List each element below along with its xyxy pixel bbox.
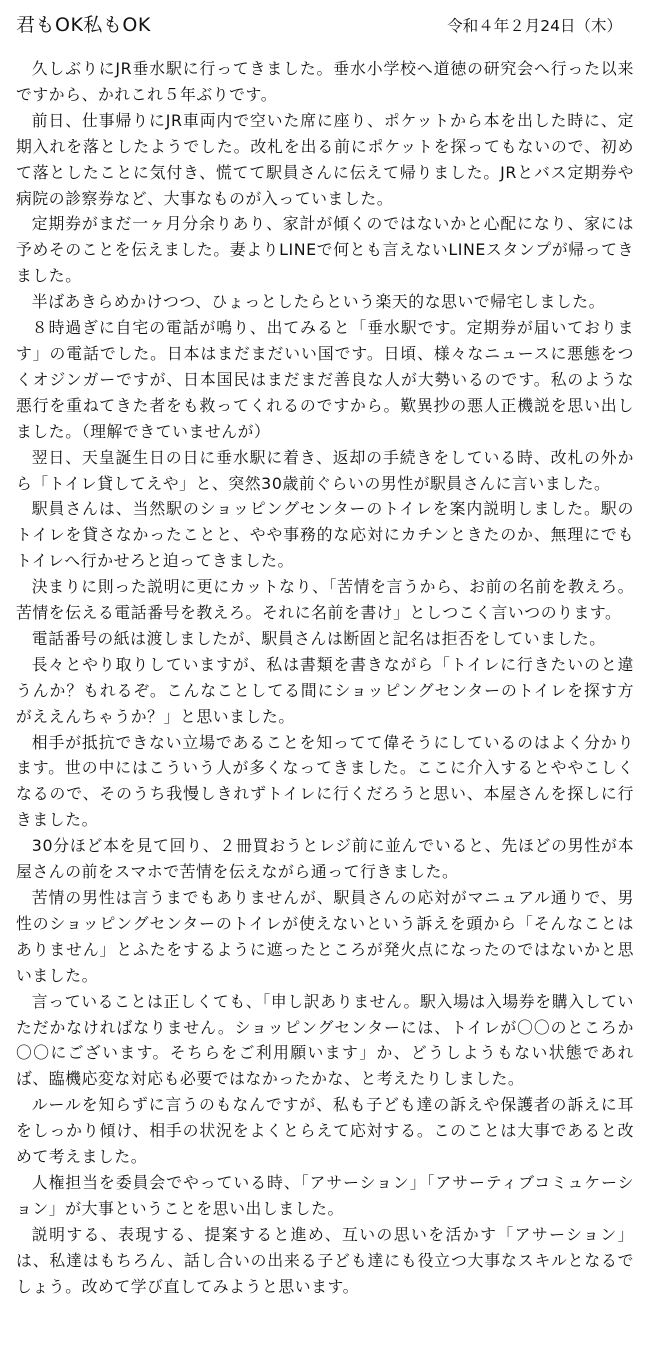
paragraph: 電話番号の紙は渡しましたが、駅員さんは断固と記名は拒否をしていました。 [31,628,606,648]
article-body [16,56,634,1300]
header [16,10,634,38]
paragraph: 半ばあきらめかけつつ、ひょっとしたらという楽天的な思いで帰宅しました。 [31,292,606,312]
paragraph: 前日、仕事帰りにJR車両内で空いた席に座り、ポケットから本を出した時に、定期入れを落としたようでした。改札を出る前にポケットを探ってもないので、初めて落としたことに気付き、慌てて駅員さんに伝えて帰りました。JRとバス定期券や病院の診察券など、大事なものが入っていました。 [16,110,634,208]
paragraph: 苦情の男性は言うまでもありませんが、駅員さんの応対がマニュアル通りで、男性のショッピングセンターのトイレが使えないという訴えを頭から「そんなことはありません」とふたをするように遮ったところが発火点になったのではないかと思いました。 [16,888,634,985]
paragraph: 翌日、天皇誕生日の日に垂水駅に着き、返却の手続きをしている時、改札の外から「トイレ貸してえや」と、突然30歳前ぐらいの男性が駅員さんに言いました。 [16,447,634,493]
paragraph: 言っていることは正しくても、「申し訳ありません。駅入場は入場券を購入していただかなければなりません。ショッピングセンターには、トイレが〇〇のところか〇〇にございます。そちらをご利用願います」か、どうしようもない状態であれば、臨機応変な対応も必要ではなかったかな、と考えたりしました。 [16,991,634,1089]
paragraph: 人権担当を委員会でやっている時、「アサーション」「アサーティブコミュケーション」が大事ということを思い出しました。 [16,1172,634,1218]
paragraph: ８時過ぎに自宅の電話が鳴り、出てみると「垂水駅です。定期券が届いております」の電話でした。日本はまだまだいい国です。日頃、様々なニュースに悪態をつくオジンガーですが、日本国民はまだまだ善良な人が大勢いるのです。私のような悪行を重ねてきた者をも救ってくれるのですから。歎異抄の悪人正機説を思い出しました。（理解できていませんが） [16,318,634,441]
paragraph: 駅員さんは、当然駅のショッピングセンターのトイレを案内説明しました。駅のトイレを貸さなかったことと、やや事務的な応対にカチンときたのか、無理にでもトイレへ行かせろと迫ってきました。 [16,499,634,571]
document-date: 令和４年２月24日（木） [447,17,622,35]
paragraph: 長々とやり取りしていますが、私は書類を書きながら「トイレに行きたいのと違うんか？もれるぞ。こんなことしてる間にショッピングセンターのトイレを探す方がええんちゃうか？」と思いました。 [16,654,634,726]
paragraph: 決まりに則った説明に更にカットなり、「苦情を言うから、お前の名前を教えろ。苦情を伝える電話番号を教えろ。それに名前を書け」としつこく言いつのります。 [16,577,634,623]
paragraph: 定期券がまだ一ヶ月分余りあり、家計が傾くのではないかと心配になり、家には予めそのことを伝えました。妻よりLINEで何とも言えないLINEスタンプが帰ってきました。 [16,214,634,286]
paragraph: 相手が抵抗できない立場であることを知ってて偉そうにしているのはよく分かります。世の中にはこういう人が多くなってきました。ここに介入するとややこしくなるので、そのうち我慢しきれずトイレに行くだろうと思い、本屋さんを探しに行きました。 [16,732,634,830]
paragraph: 説明する、表現する、提案すると進め、互いの思いを活かす「アサーション」は、私達はもちろん、話し合いの出来る子ども達にも役立つ大事なスキルとなるでしょう。改めて学び直してみようと思います。 [16,1224,634,1296]
paragraph: 久しぶりにJR垂水駅に行ってきました。垂水小学校へ道徳の研究会へ行った以来ですから、かれこれ５年ぶりです。 [16,59,634,104]
document-title: 君もOK私もOK [16,14,151,36]
paragraph: ルールを知らずに言うのもなんですが、私も子ども達の訴えや保護者の訴えに耳をしっかり傾け、相手の状況をよくとらえて応対する。このことは大事であると改めて考えました。 [16,1095,634,1167]
paragraph: 30分ほど本を見て回り、２冊買おうとレジ前に並んでいると、先ほどの男性が本屋さんの前をスマホで苦情を伝えながら通って行きました。 [16,836,634,882]
